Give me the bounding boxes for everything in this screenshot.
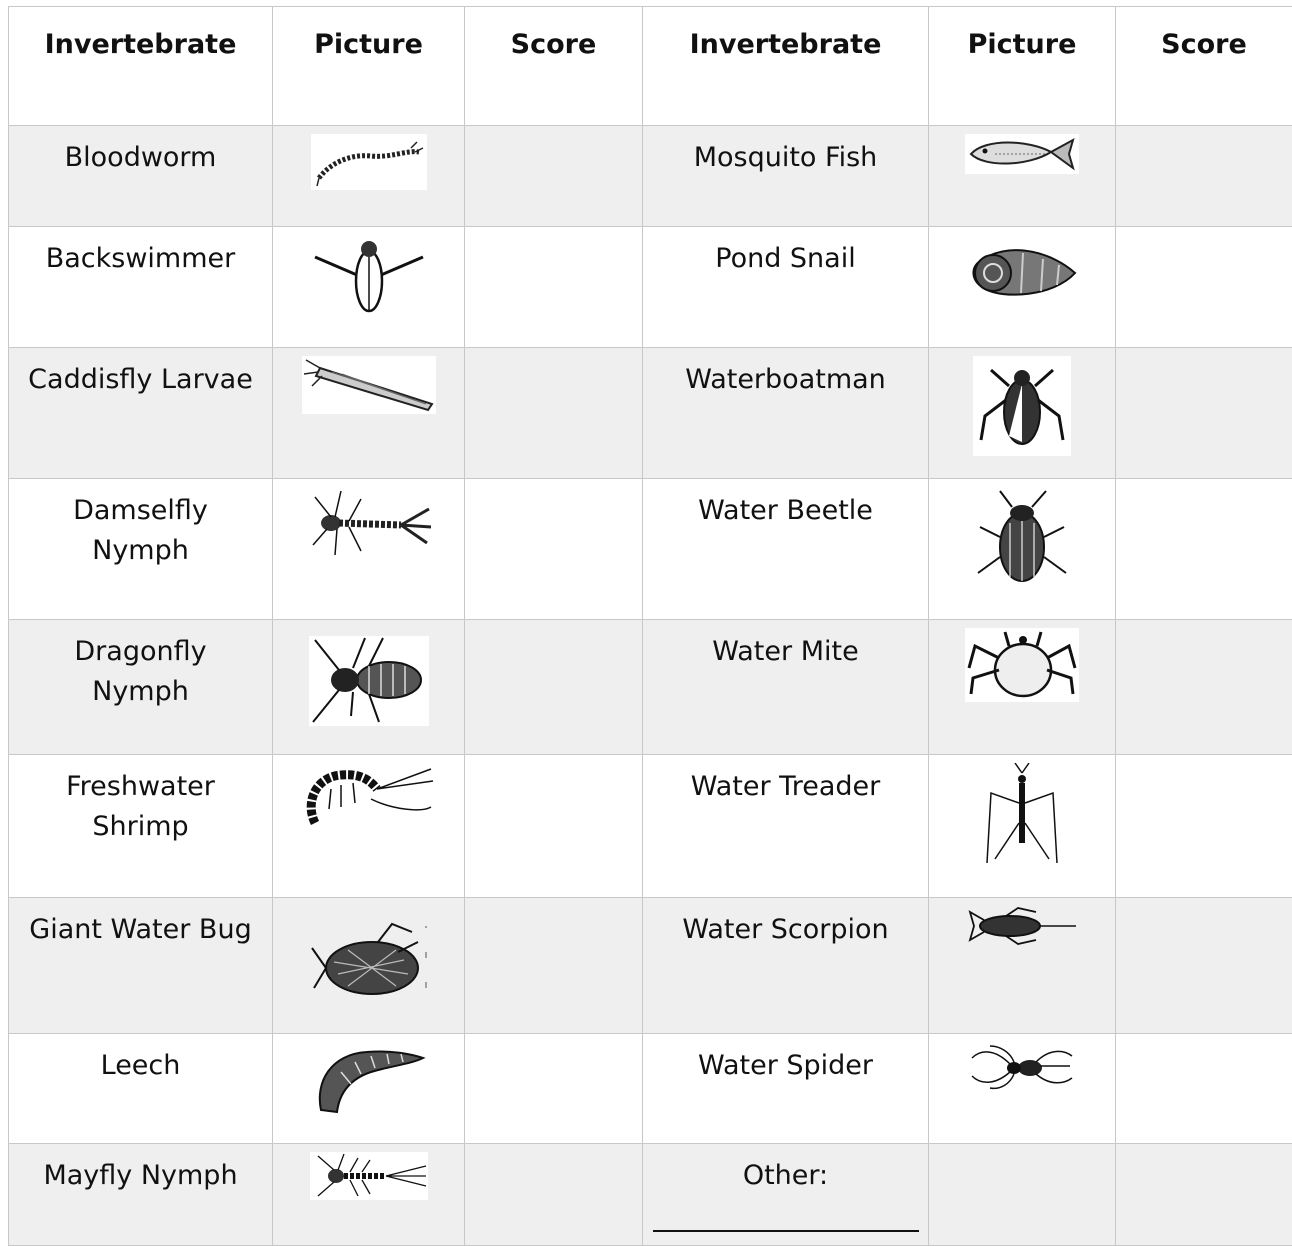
score-cell[interactable] [465,348,643,479]
picture-cell [929,755,1116,898]
invertebrate-name: Mosquito Fish [643,126,929,227]
header-score: Score [465,7,643,126]
other-label: Other: [742,1160,829,1191]
picture-cell [273,1144,465,1246]
invertebrate-name: Water Beetle [643,479,929,620]
picture-cell [273,755,465,898]
picture-cell [273,1034,465,1144]
invertebrate-name: Leech [9,1034,273,1144]
score-cell[interactable] [1116,348,1292,479]
picture-cell [273,898,465,1034]
table-row [9,898,1292,1034]
header-score: Score [1116,7,1292,126]
water-scorpion-icon [966,906,1078,946]
water-beetle-icon [970,487,1074,591]
score-cell[interactable] [465,1034,643,1144]
picture-cell [929,620,1116,755]
giant-water-bug-icon [308,918,430,1004]
invertebrate-name: Water Scorpion [643,898,929,1034]
invertebrate-name: Damselfly Nymph [9,479,273,620]
table-row [9,755,1292,898]
water-treader-icon [981,763,1063,875]
table-row [9,348,1292,479]
score-cell[interactable] [1116,1034,1292,1144]
table-row [9,1034,1292,1144]
invertebrate-name: Caddisfly Larvae [9,348,273,479]
picture-cell [929,126,1116,227]
invertebrate-name: Dragonfly Nymph [9,620,273,755]
picture-cell [273,479,465,620]
table-row [9,227,1292,348]
invertebrate-name: Pond Snail [643,227,929,348]
bloodworm-icon [311,134,427,190]
picture-cell [273,348,465,479]
picture-cell [929,898,1116,1034]
invertebrate-name: Water Mite [643,620,929,755]
score-cell[interactable] [1116,479,1292,620]
picture-cell [929,479,1116,620]
invertebrate-name: Giant Water Bug [9,898,273,1034]
invertebrate-name: Backswimmer [9,227,273,348]
invertebrate-name: Water Treader [643,755,929,898]
header-invertebrate: Invertebrate [643,7,929,126]
score-cell[interactable] [1116,1144,1292,1246]
picture-cell [273,126,465,227]
invertebrate-name: Water Spider [643,1034,929,1144]
header-picture: Picture [929,7,1116,126]
water-mite-icon [965,628,1079,702]
score-cell[interactable] [465,755,643,898]
invertebrate-name: Waterboatman [643,348,929,479]
waterboatman-icon [973,356,1071,456]
dragonfly-nymph-icon [309,636,429,726]
table-row [9,126,1292,227]
score-cell[interactable] [465,1144,643,1246]
leech-icon [311,1042,427,1118]
caddisfly-larvae-icon [302,356,436,414]
table-row [9,479,1292,620]
score-cell[interactable] [1116,898,1292,1034]
freshwater-shrimp-icon [301,763,437,835]
score-cell[interactable] [1116,126,1292,227]
header-invertebrate: Invertebrate [9,7,273,126]
picture-cell [273,227,465,348]
header-picture: Picture [273,7,465,126]
table-row [9,620,1292,755]
pond-snail-icon [963,235,1081,311]
score-cell[interactable] [1116,755,1292,898]
score-cell[interactable] [465,126,643,227]
damselfly-nymph-icon [305,487,433,565]
score-cell[interactable] [1116,620,1292,755]
score-cell[interactable] [465,479,643,620]
picture-cell [929,1034,1116,1144]
score-cell[interactable] [465,620,643,755]
other-cell [643,1144,929,1246]
other-write-in-line[interactable] [653,1230,919,1232]
picture-cell [929,1144,1116,1246]
score-cell[interactable] [465,898,643,1034]
water-spider-icon [970,1042,1074,1092]
score-cell[interactable] [1116,227,1292,348]
mosquito-fish-icon [965,134,1079,174]
table-row [9,1144,1292,1246]
invertebrate-score-table [8,6,1292,1246]
score-cell[interactable] [465,227,643,348]
invertebrate-name: Freshwater Shrimp [9,755,273,898]
invertebrate-name: Mayfly Nymph [9,1144,273,1246]
mayfly-nymph-icon [310,1152,428,1200]
picture-cell [929,227,1116,348]
header-row [9,7,1292,126]
picture-cell [929,348,1116,479]
picture-cell [273,620,465,755]
invertebrate-name: Bloodworm [9,126,273,227]
backswimmer-icon [309,235,429,321]
